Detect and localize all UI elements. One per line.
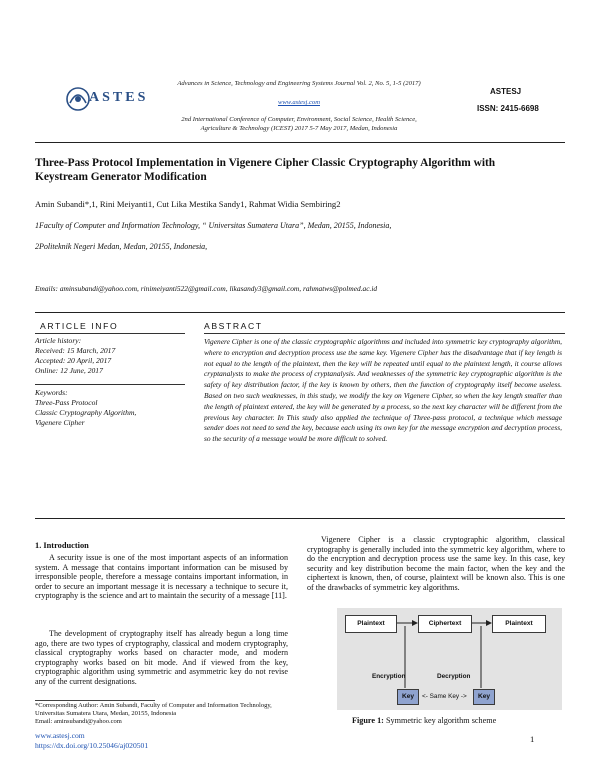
plaintext-box-2: Plaintext [492, 615, 546, 633]
paper-title: Three-Pass Protocol Implementation in Vigenere Cipher Classic Cryptography Algorithm with Keystream Generator Modification [35, 157, 496, 183]
key-box-2: Key [473, 689, 495, 705]
figure-1-caption: Figure 1: Symmetric key algorithm scheme [352, 716, 497, 725]
abstract-bottom-rule [35, 518, 565, 519]
header-rule [35, 142, 565, 143]
section-rule [35, 312, 565, 313]
key-box-1: Key [397, 689, 419, 705]
footer-doi-link[interactable]: https://dx.doi.org/10.25046/aj020501 [35, 740, 149, 750]
encryption-label: Encryption [372, 673, 406, 680]
intro-paragraph-1: A security issue is one of the most important aspects of an information system. A message that contains important information can be misused by irresponsible people, therefore a message contains important information, in order to secure an important message it is necessary a technique to secure it, cryptography is the science and art to maintain the security of a message [11]. [35, 553, 288, 601]
footer-journal-link[interactable]: www.astesj.com [35, 731, 85, 740]
abstract-text: Vigenere Cipher is one of the classic cryptographic algorithms and included into symmetric key cryptography algorithm, where to encryption and decryption process use the same key. Vigenere Cipher has the disadvantage that if key length is not equal to the length of the plaintext, then the key will be repeated until equal to the plaintext length, it course allows cryptanalysts to make the process of cryptanalysis. And weaknesses of the symmetric key cryptographic algorithm is the safety of key distribution factor, if the key is known by others, then the function of cryptography itself become useless. Based on two such weaknesses, in this study, we modify the key on Vigenere Cipher, so when the key length smaller than the length of plaintext entered, the key will be generated by a process, so the next key character will be different from the previous key character. In This study also applied the technique of Three-pass protocol, a technique which message sender does not need to send the key, because each using its own key for the message encryption and decryption process, so the security of a message would be more difficult to solved. [204, 337, 562, 444]
abstract-rule [204, 333, 565, 334]
footer-links [35, 731, 148, 750]
intro-paragraph-2: The development of cryptography itself has already begun a long time ago, there are two types of cryptography, classical and modern cryptography, classical cryptography works based on character mode, and modern cryptography works based on bit mode. And if viewed from the key, cryptographic algorithm using symmetric and asymmetric key do not revise any of the current designations. [35, 629, 288, 686]
affiliation-2: 2Politeknik Negeri Medan, Medan, 20155, Indonesia, [35, 242, 208, 251]
same-key-label: <- Same Key -> [422, 693, 467, 700]
authors: Amin Subandi*,1, Rini Meiyanti1, Cut Lika Mestika Sandy1, Rahmat Widia Sembiring2 [35, 199, 341, 209]
author-emails: Emails: aminsubandi@yahoo.com, rinimeiyanti522@gmail.com, likasandy3@gmail.com, rahmatws@polmed.ac.id [35, 284, 378, 293]
journal-line: Advances in Science, Technology and Engineering Systems Journal Vol. 2, No. 5, 1-5 (2017) [177, 80, 421, 87]
page-number: 1 [530, 734, 535, 744]
keywords-rule [35, 384, 185, 385]
article-info-rule [35, 333, 185, 334]
ciphertext-box: Ciphertext [418, 615, 472, 633]
article-info-heading: ARTICLE INFO [40, 321, 119, 331]
decryption-label: Decryption [437, 673, 471, 680]
keywords: Keywords: Three-Pass Protocol Classic Cryptography Algorithm, Vigenere Cipher [35, 388, 137, 427]
conference-line-1: 2nd International Conference of Computer, Environment, Social Science, Health Science, [181, 116, 417, 123]
logo-text: ASTES [89, 90, 149, 105]
intro-heading: 1. Introduction [35, 541, 89, 550]
journal-badge: ASTESJ [490, 87, 522, 96]
conference-line-2: Agriculture & Technology (ICEST) 2017 5-7 May 2017, Medan, Indonesia [200, 125, 398, 132]
abstract-heading: ABSTRACT [204, 321, 263, 331]
intro-paragraph-3: Vigenere Cipher is a classic cryptographic algorithm, classical cryptography is generally included into the symmetric key algorithm, where to do the encryption and decryption process use the same key. In this case, key security and key distribution become the main factor, when the key and the ciphertext is known, then, of course, plaintext will be known also. This is one of the drawbacks of symmetric key algorithms. [307, 535, 565, 592]
corresponding-author-footnote: *Corresponding Author: Amin Subandi, Faculty of Computer and Information Technology, Universitas Sumatera Utara, Medan, 20155, Indonesia Email: aminsubandi@yahoo.com [35, 702, 272, 725]
plaintext-box-1: Plaintext [345, 615, 397, 633]
footnote-rule [35, 700, 155, 701]
issn: ISSN: 2415-6698 [477, 104, 539, 113]
article-history: Article history: Received: 15 March, 2017 Accepted: 20 April, 2017 Online: 12 June, 2017 [35, 336, 116, 375]
affiliation-1: 1Faculty of Computer and Information Technology, “ Universitas Sumatera Utara”, Medan, 20155, Indonesia, [35, 221, 392, 230]
journal-link[interactable]: www.astesj.com [277, 99, 320, 106]
